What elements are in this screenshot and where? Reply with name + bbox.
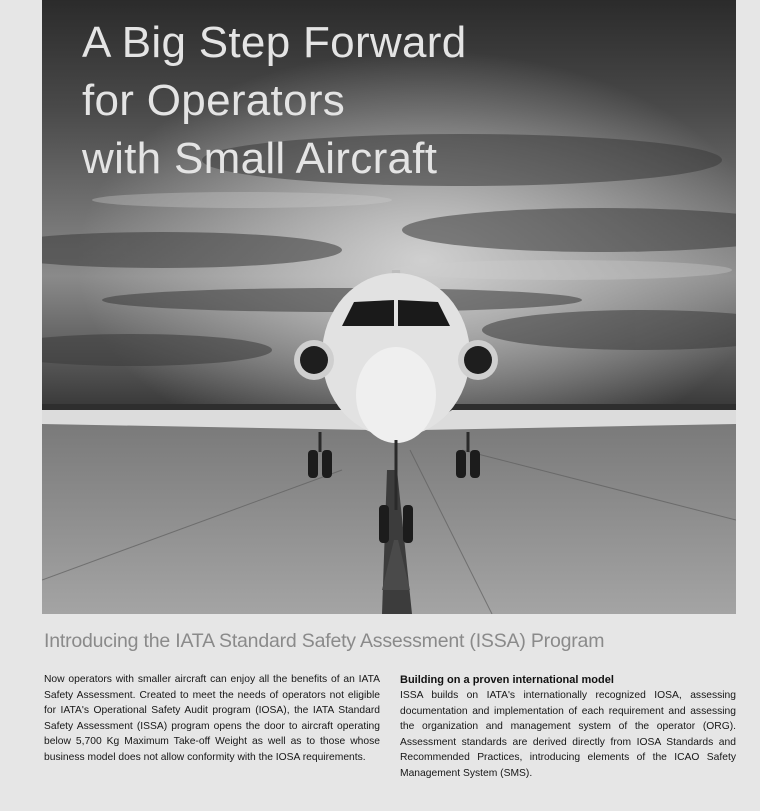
hero-photo [42, 0, 736, 614]
headline-line-2: for Operators [82, 76, 346, 125]
right-column-body: ISSA builds on IATA's internationally recognized IOSA, assessing documentation and implementation of each requirement and assessing the organization and management system of the operator (ORG). Assessment standards are derived directly from IOSA Standards and Recommended Practices, introducing elements of the ICAO Safety Management System (SMS). [400, 690, 736, 779]
right-column [400, 672, 736, 782]
right-column-heading: Building on a proven international model [400, 674, 614, 686]
headline-line-3: with Small Aircraft [82, 134, 438, 183]
left-column-body: Now operators with smaller aircraft can enjoy all the benefits of an IATA Safety Assessment. Created to meet the needs of operators not eligible for IATA's Operational Safety Audit program (IOSA), the IATA Standard Safety Assessment (ISSA) program opens the door to aircraft operating below 5,700 Kg Maximum Take-off Weight as well as to those whose business model does not allow conformity with the IOSA requirements. [44, 674, 380, 763]
headline [82, 14, 466, 188]
headline-line-1: A Big Step Forward [82, 18, 467, 67]
section-subtitle: Introducing the IATA Standard Safety Assessment (ISSA) Program [44, 630, 605, 652]
left-column [44, 672, 380, 766]
